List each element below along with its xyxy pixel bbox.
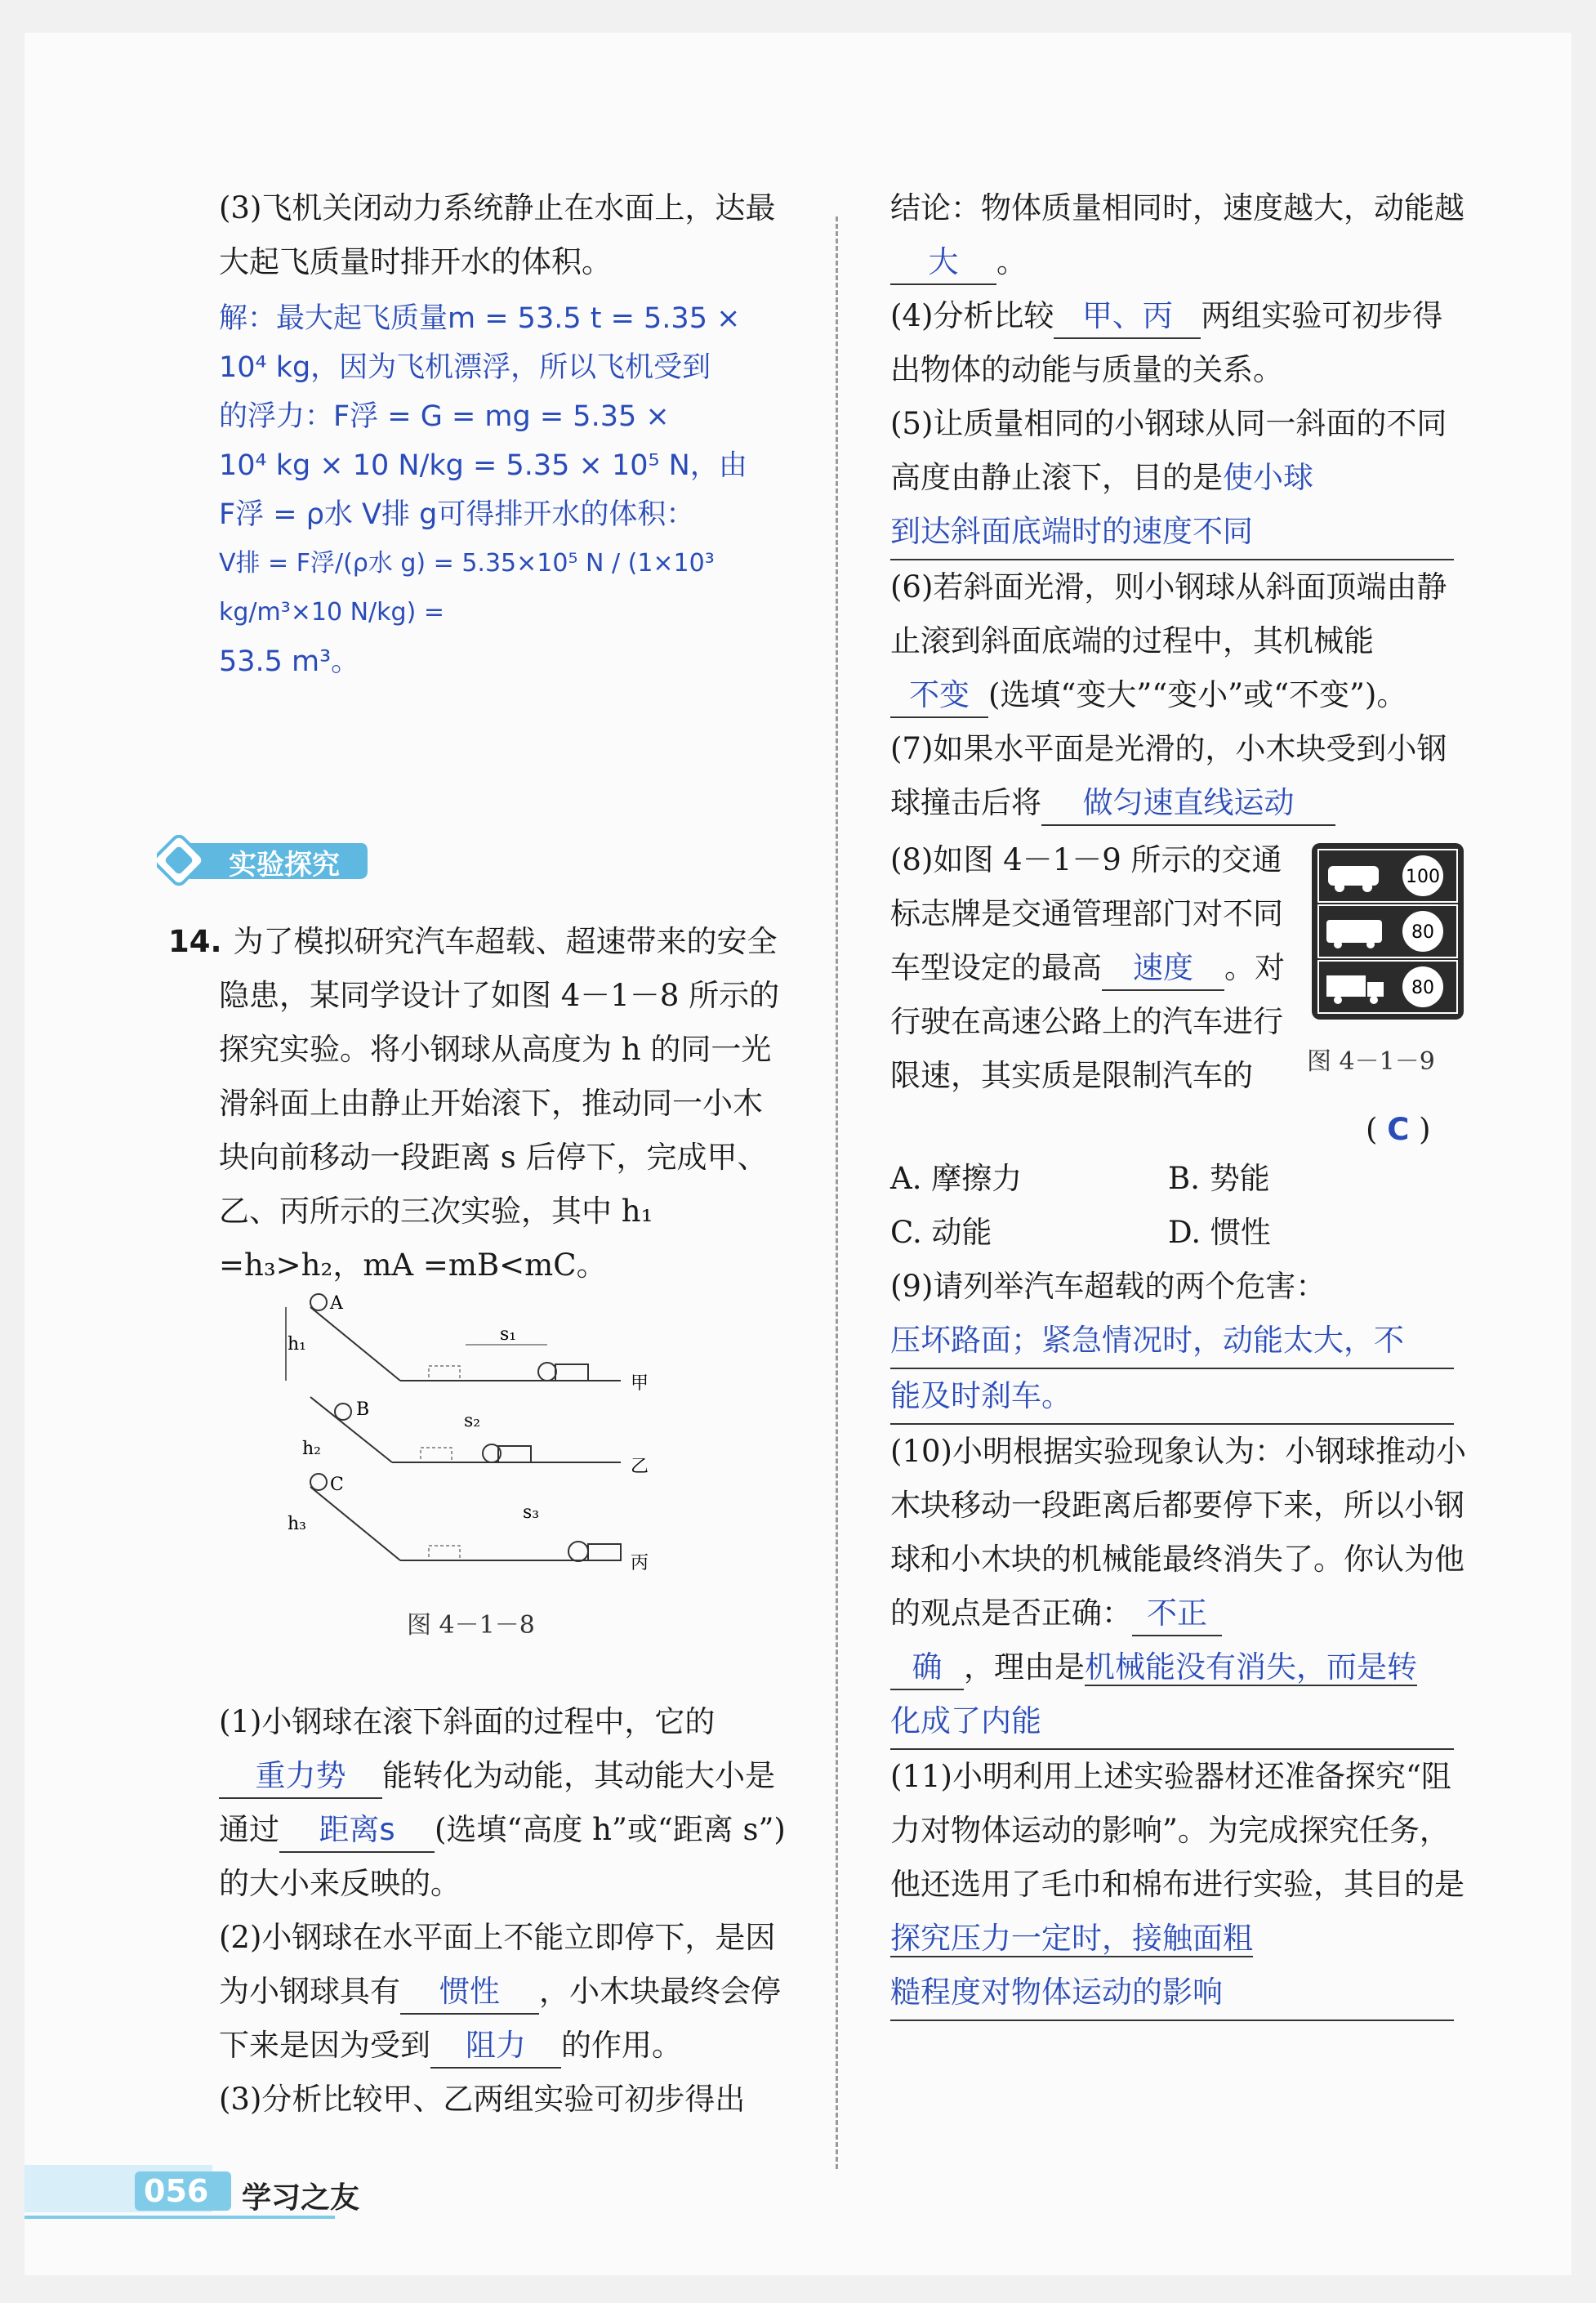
figure-4-1-8-caption: 图 4－1－8 bbox=[407, 1611, 535, 1640]
figure-label-h1: h₁ bbox=[288, 1334, 306, 1355]
answer-blank: 做匀速直线运动 bbox=[1041, 782, 1335, 826]
answer-text: 探究压力一定时，接触面粗 bbox=[890, 1921, 1253, 1956]
section-badge-label: 实验探究 bbox=[229, 849, 340, 881]
section-badge bbox=[157, 835, 371, 887]
left-subquestions bbox=[219, 1695, 792, 2127]
subquestion-7: (7)如果水平面是光滑的，小木块受到小钢球撞击后将 做匀速直线运动 bbox=[890, 722, 1470, 830]
figure-4-1-9-caption: 图 4－1－9 bbox=[1307, 1047, 1435, 1076]
option-d: D. 惯性 bbox=[1168, 1215, 1271, 1250]
options-row bbox=[890, 1152, 1470, 1206]
figure-label-h3: h₃ bbox=[288, 1514, 306, 1534]
answer-blank: 速度 bbox=[1102, 947, 1224, 991]
solution-line: F浮 = ρ水 V排 g可得排开水的体积： bbox=[219, 498, 695, 531]
answer-line: 能及时刹车。 bbox=[890, 1369, 1454, 1425]
question-14-number: 14. bbox=[168, 924, 222, 959]
figure-label-jia: 甲 bbox=[631, 1373, 649, 1394]
answer-blank: 甲、丙 bbox=[1054, 295, 1201, 339]
right-column-bottom bbox=[890, 1152, 1470, 2021]
solution-line: 10⁴ kg × 10 N/kg = 5.35 × 10⁵ N，由 bbox=[219, 449, 747, 482]
figure-label-s2: s₂ bbox=[464, 1411, 481, 1431]
figure-label-s1: s₁ bbox=[500, 1324, 517, 1345]
subquestion-8: (8)如图 4－1－9 所示的交通标志牌是交通管理部门对不同车型设定的最高 速度 。对行驶在高速公路上的汽车进行限速，其实质是限制汽车的 bbox=[890, 842, 1285, 1093]
figure-row-bing bbox=[288, 1474, 649, 1573]
question-14-text: 为了模拟研究汽车超载、超速带来的安全隐患，某同学设计了如图 4－1－8 所示的探究实验。将小钢球从高度为 h 的同一光滑斜面上由静止开始滚下，推动同一小木块向前移动一段距离 s 后停下，完成甲、乙、丙所示的三次实验，其中 h₁ =h₃>h₂，mA =mB<mC。 bbox=[219, 924, 780, 1283]
option-a: A. 摩擦力 bbox=[890, 1161, 1023, 1196]
answer-blank: 确 bbox=[890, 1646, 964, 1690]
subquestion-3: (3)分析比较甲、乙两组实验可初步得出 bbox=[219, 2082, 746, 2117]
figure-label-bing: 丙 bbox=[631, 1553, 649, 1573]
figure-row-jia bbox=[286, 1293, 649, 1394]
answer-line: 到达斜面底端时的速度不同 bbox=[890, 505, 1454, 560]
speed-limit-2: 80 bbox=[1411, 922, 1434, 943]
options-row bbox=[890, 1206, 1470, 1260]
page-footer bbox=[25, 2163, 384, 2229]
figure-label-a: A bbox=[330, 1293, 343, 1314]
solution-line: 解：最大起飞质量m = 53.5 t = 5.35 × bbox=[219, 302, 741, 335]
figure-label-b: B bbox=[356, 1399, 370, 1420]
subquestion-11: (11)小明利用上述实验器材还准备探究“阻力对物体运动的影响”。为完成探究任务，他还选用了毛巾和棉布进行实验，其目的是探究压力一定时，接触面粗 bbox=[890, 1759, 1464, 1956]
answer-blank: 不变 bbox=[890, 674, 988, 718]
subquestion-5: (5)让质量相同的小钢球从同一斜面的不同高度由静止滚下，目的是使小球 bbox=[890, 406, 1447, 495]
solution-line: 10⁴ kg，因为飞机漂浮，所以飞机受到 bbox=[219, 351, 711, 384]
choice-answer: ( C ) bbox=[1366, 1112, 1431, 1147]
answer-text: 使小球 bbox=[1223, 460, 1313, 495]
figure-label-s3: s₃ bbox=[523, 1502, 540, 1523]
subquestion-2: (2)小钢球在水平面上不能立即停下，是因为小钢球具有 惯性 ，小木块最终会停下来是因为受到 阻力 的作用。 bbox=[219, 1911, 792, 2073]
solution-line: 53.5 m³。 bbox=[219, 645, 360, 678]
figure-row-yi bbox=[302, 1397, 649, 1477]
option-b: B. 势能 bbox=[1168, 1161, 1270, 1196]
subquestion-10-cont: 确 ，理由是机械能没有消失，而是转 bbox=[890, 1640, 1470, 1694]
answer-blank: 距离s bbox=[279, 1809, 435, 1853]
answer-blank: 不正 bbox=[1132, 1592, 1222, 1636]
subquestion-4: (4)分析比较 甲、丙 两组实验可初步得出物体的动能与质量的关系。 bbox=[890, 289, 1470, 397]
answer-blank: 惯性 bbox=[400, 1970, 539, 2015]
figure-label-yi: 乙 bbox=[631, 1457, 649, 1477]
page-number: 056 bbox=[144, 2173, 209, 2209]
subquestion-9: (9)请列举汽车超载的两个危害： bbox=[890, 1269, 1326, 1304]
answer-line: 化成了内能 bbox=[890, 1694, 1454, 1750]
traffic-sign-4-1-9 bbox=[1310, 841, 1465, 1021]
figure-label-c: C bbox=[330, 1475, 344, 1495]
conclusion: 结论：物体质量相同时，速度越大，动能越大 。 bbox=[890, 181, 1470, 289]
figure-4-1-8 bbox=[278, 1291, 670, 1601]
solution-block bbox=[219, 294, 792, 686]
solution-line: V排 = F浮/(ρ水 g) = 5.35×10⁵ N / (1×10³ kg/m³×10 N/kg) = bbox=[219, 549, 715, 627]
option-c: C. 动能 bbox=[890, 1215, 992, 1250]
choice-letter: C bbox=[1387, 1112, 1410, 1147]
answer-line: 糙程度对物体运动的影响 bbox=[890, 1966, 1454, 2021]
column-divider bbox=[836, 216, 838, 2169]
answer-line: 压坏路面；紧急情况时，动能太大，不 bbox=[890, 1314, 1454, 1369]
subquestion-1: (1)小钢球在滚下斜面的过程中，它的重力势 能转化为动能，其动能大小是通过 距离s (选填“高度 h”或“距离 s”)的大小来反映的。 bbox=[219, 1704, 786, 1901]
answer-blank: 重力势 bbox=[219, 1755, 382, 1799]
speed-limit-3: 80 bbox=[1411, 978, 1434, 998]
book-title: 学习之友 bbox=[242, 2180, 360, 2215]
subquestion-6: (6)若斜面光滑，则小钢球从斜面顶端由静止滚到斜面底端的过程中，其机械能不变 (选填“变大”“变小”或“不变”)。 bbox=[890, 560, 1470, 722]
question-14 bbox=[168, 915, 792, 1292]
question-3-text: (3)飞机关闭动力系统静止在水面上，达最大起飞质量时排开水的体积。 bbox=[219, 190, 776, 279]
speed-limit-1: 100 bbox=[1406, 867, 1440, 887]
figure-label-h2: h₂ bbox=[302, 1439, 321, 1459]
subquestion-10: (10)小明根据实验现象认为：小钢球推动小木块移动一段距离后都要停下来，所以小钢球和小木块的机械能最终消失了。你认为他的观点是否正确： 不正 bbox=[890, 1425, 1470, 1640]
left-column bbox=[219, 181, 792, 686]
answer-blank: 阻力 bbox=[430, 2024, 561, 2069]
right-column-top bbox=[890, 181, 1470, 830]
answer-blank: 大 bbox=[890, 241, 996, 285]
answer-text: 机械能没有消失，而是转 bbox=[1085, 1649, 1417, 1685]
solution-line: 的浮力：F浮 = G = mg = 5.35 × bbox=[219, 400, 670, 433]
